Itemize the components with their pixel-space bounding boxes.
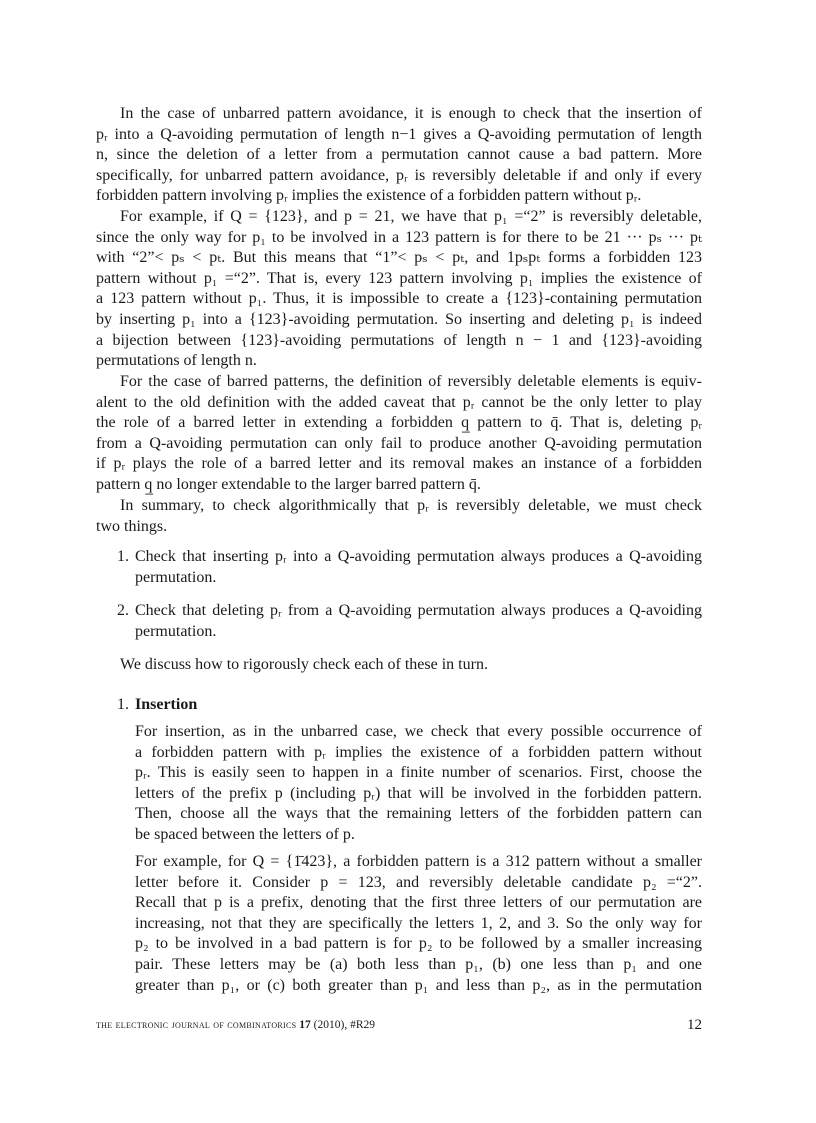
section-heading: Insertion [135, 696, 198, 713]
journal-name: the electronic journal of combinatorics [96, 1019, 297, 1031]
text-line: with “2”< pₛ < pₜ. But this means that “1”< pₛ < pₜ, and 1pₛpₜ forms a forbidden 123 [96, 249, 702, 267]
text-line: be spaced between the letters of p. [135, 825, 355, 843]
text-line: In summary, to check algorithmically that pᵣ is reversibly deletable, we must check [120, 497, 702, 514]
footer-journal [96, 1017, 375, 1033]
text-line: Then, choose all the ways that the remaining letters of the forbidden pattern can [135, 805, 702, 823]
journal-volume: 17 [299, 1019, 311, 1031]
text-line: For the case of barred patterns, the definition of reversibly deletable elements is equiv- [120, 373, 702, 390]
text-line: increasing, not that they are specifically the letters 1, 2, and 3. So the only way for [135, 914, 702, 932]
paragraph-example-1423 [135, 852, 702, 996]
text-line: letters of the prefix p (including pᵣ) that will be involved in the forbidden pattern. [135, 784, 702, 802]
text-line: a forbidden pattern with pᵣ implies the existence of a forbidden pattern without [135, 743, 702, 761]
text-line: For example, if Q = {123}, and p = 21, we have that p₁ =“2” is reversibly deletable, [120, 208, 702, 225]
text-line: pattern without p₁ =“2”. That is, every 123 pattern involving p₁ implies the existence of [96, 269, 702, 287]
list-item-deleting [135, 601, 702, 642]
list-item-inserting [135, 547, 702, 588]
paragraph-summary [96, 496, 702, 537]
paragraph-insertion [135, 722, 702, 846]
section-number: 1. [117, 696, 129, 713]
text-line: alent to the old definition with the added caveat that pᵣ cannot be the only letter to play [96, 393, 702, 411]
text-line: permutations of length n. [96, 352, 257, 370]
text-line: pair. These letters may be (a) both less than p₁, (b) one less than p₁ and one [135, 955, 702, 973]
list-number-2: 2. [117, 602, 129, 619]
text-line: n, since the deletion of a letter from a permutation cannot cause a bad pattern. More [96, 146, 702, 164]
list-number-1: 1. [117, 548, 129, 565]
paragraph-discuss: We discuss how to rigorously check each of these in turn. [120, 656, 488, 673]
text-line: p₂ to be involved in a bad pattern is for p₂ to be followed by a smaller increasing [135, 935, 702, 953]
text-line: In the case of unbarred pattern avoidance, it is enough to check that the insertion of [120, 105, 702, 122]
text-line: pattern q̲ no longer extendable to the larger barred pattern q̄. [96, 475, 481, 493]
text-line: since the only way for p₁ to be involved in a 123 pattern is for there to be 21 ··· pₛ ··· pₜ [96, 228, 702, 246]
text-line: the role of a barred letter in extending a forbidden q̲ pattern to q̄. That is, deleting pᵣ [96, 414, 702, 432]
text-line: permutation. [135, 622, 217, 640]
text-line: For example, for Q = {1̄423}, a forbidden pattern is a 312 pattern without a smaller [135, 853, 702, 870]
page-number: 12 [687, 1017, 702, 1033]
text-line: if pᵣ plays the role of a barred letter and its removal makes an instance of a forbidden [96, 455, 702, 473]
text-line: Check that deleting pᵣ from a Q-avoiding permutation always produces a Q-avoiding [135, 602, 702, 619]
text-line: a bijection between {123}-avoiding permutations of length n − 1 and {123}-avoiding [96, 331, 702, 349]
paragraph-example-123 [96, 207, 702, 372]
paragraph-unbarred [96, 104, 702, 207]
text-line: Check that inserting pᵣ into a Q-avoiding permutation always produces a Q-avoiding [135, 548, 702, 565]
journal-year-issue: (2010), #R29 [313, 1019, 375, 1031]
text-line: by inserting p₁ into a {123}-avoiding permutation. So inserting and deleting p₁ is indeed [96, 310, 702, 328]
text-line: from a Q-avoiding permutation can only fail to produce another Q-avoiding permutation [96, 434, 702, 452]
text-line: Recall that p is a prefix, denoting that the first three letters of our permutation are [135, 894, 702, 912]
text-line: forbidden pattern involving pᵣ implies the existence of a forbidden pattern without pᵣ. [96, 187, 642, 205]
text-line: a 123 pattern without p₁. Thus, it is impossible to create a {123}-containing permutation [96, 290, 702, 308]
text-line: specifically, for unbarred pattern avoidance, pᵣ is reversibly deletable if and only if every [96, 166, 702, 184]
text-line: letter before it. Consider p = 123, and reversibly deletable candidate p₂ =“2”. [135, 873, 702, 891]
text-line: pᵣ. This is easily seen to happen in a finite number of scenarios. First, choose the [135, 764, 702, 782]
paragraph-barred [96, 372, 702, 496]
text-line: For insertion, as in the unbarred case, we check that every possible occurrence of [135, 723, 702, 740]
text-line: two things. [96, 517, 168, 535]
text-line: greater than p₁, or (c) both greater than p₁ and less than p₂, as in the permutation [135, 976, 702, 994]
text-line: permutation. [135, 568, 217, 586]
text-line: pᵣ into a Q-avoiding permutation of length n−1 gives a Q-avoiding permutation of length [96, 125, 702, 143]
